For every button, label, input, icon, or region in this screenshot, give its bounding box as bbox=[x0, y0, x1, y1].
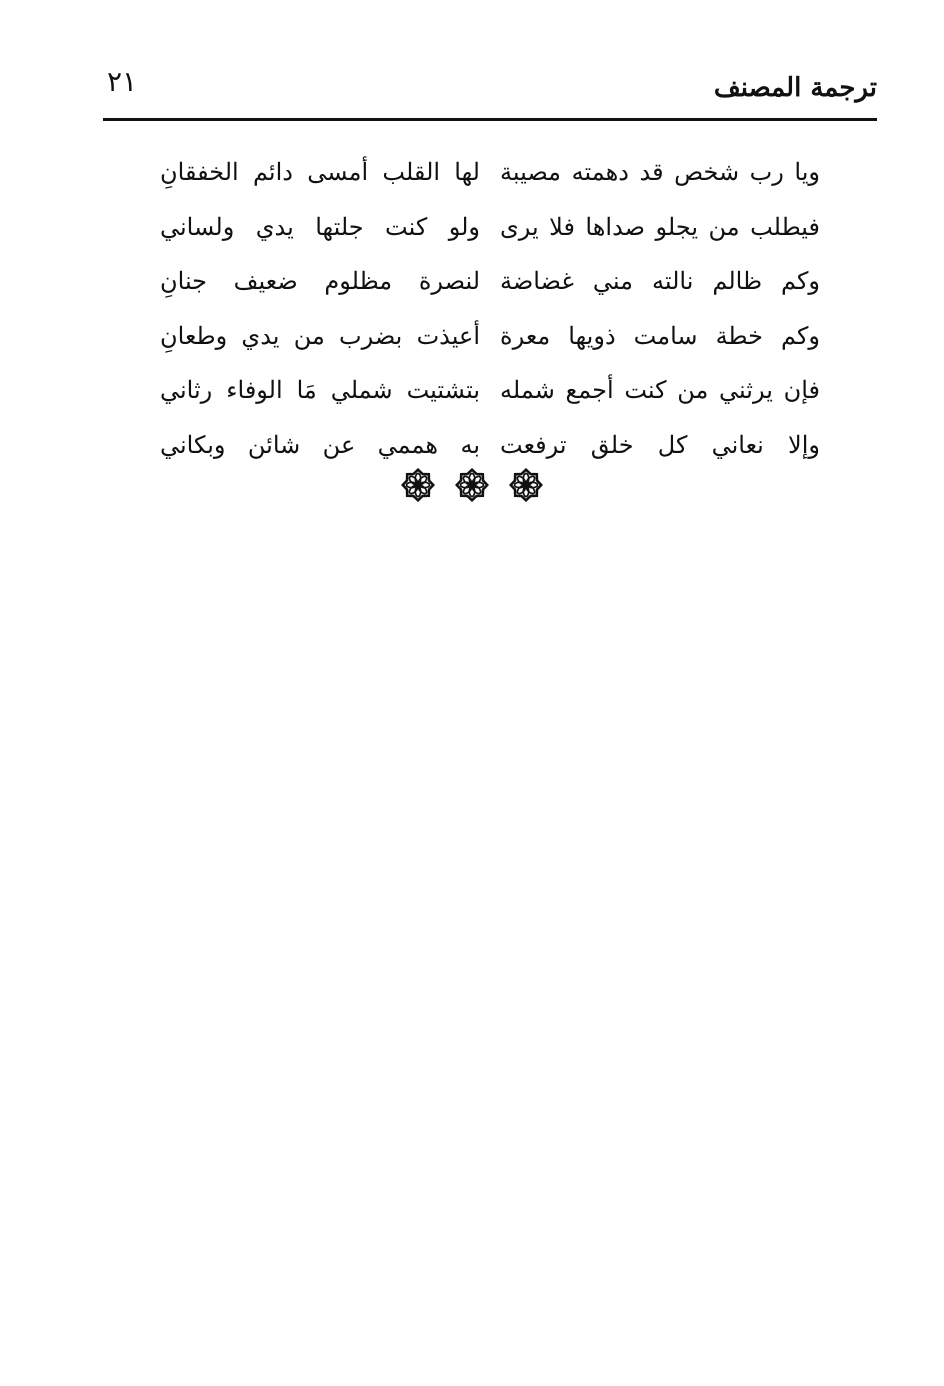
header-rule bbox=[103, 118, 877, 121]
section-end-ornaments bbox=[0, 468, 944, 502]
verse bbox=[140, 418, 830, 473]
second-hemistich: لها القلب أمسى دائم الخفقانِ bbox=[160, 158, 480, 187]
page-number: ٢١ bbox=[107, 65, 138, 98]
verse bbox=[140, 309, 830, 364]
first-hemistich: وكم ظالم نالته مني غضاضة bbox=[500, 267, 820, 296]
second-hemistich: به هممي عن شائن وبكاني bbox=[160, 430, 480, 459]
first-hemistich: وإلا نعاني كل خلق ترفعت bbox=[500, 430, 820, 459]
verse bbox=[140, 363, 830, 418]
verse bbox=[140, 254, 830, 309]
running-title: ترجمة المصنف bbox=[713, 73, 877, 103]
rosette-ornament-icon bbox=[401, 468, 435, 502]
rosette-ornament-icon bbox=[455, 468, 489, 502]
verse bbox=[140, 145, 830, 200]
poem bbox=[140, 145, 830, 472]
second-hemistich: أعيذت بضرب من يدي وطعانِ bbox=[160, 321, 480, 350]
first-hemistich: فيطلب من يجلو صداها فلا يرى bbox=[500, 212, 820, 241]
first-hemistich: وكم خطة سامت ذويها معرة bbox=[500, 321, 820, 350]
second-hemistich: بتشتيت شملي مَا الوفاء رثاني bbox=[160, 376, 480, 405]
verse bbox=[140, 200, 830, 255]
second-hemistich: لنصرة مظلوم ضعيف جنانِ bbox=[160, 267, 480, 296]
rosette-ornament-icon bbox=[509, 468, 543, 502]
page-header bbox=[103, 58, 877, 118]
first-hemistich: ويا رب شخص قد دهمته مصيبة bbox=[500, 158, 820, 187]
first-hemistich: فإن يرثني من كنت أجمع شمله bbox=[500, 376, 820, 405]
second-hemistich: ولو كنت جلتها يدي ولساني bbox=[160, 212, 480, 241]
